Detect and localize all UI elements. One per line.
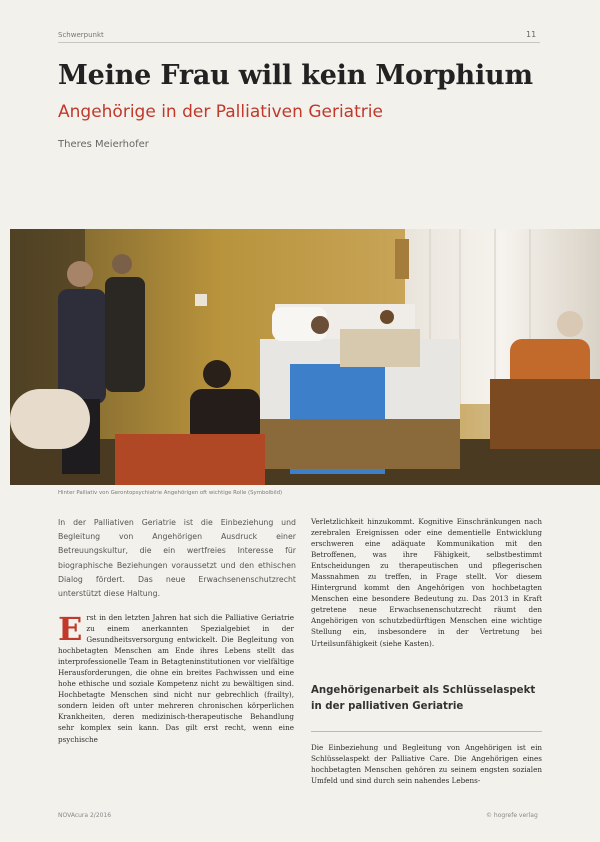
body-column-right: Verletzlichkeit hinzukommt. Kognitive Einschränkungen nach zerebralen Ereignissen oder eine dementielle Entwicklung erschweren eine adäquate Kommunikation mit den Betroffenen, was ihre Fähigkeit, selbstbestimmt Entscheidungen zu therapeutischen und pflegerischen Massnahmen zu treffen, in Frage stellt. Vor diesem Hintergrund kommt den Angehörigen von hochbetagten Menschen eine besondere Bedeutung zu. Das 2013 in Kraft getretene neue Erwachsenenschutzrecht räumt den Angehörigen von schutzbedürftigen Menschen eine wichtige Stellung ein, insbesondere in der Vertretung bei Urteilsunfähigkeit (siehe Kasten). xyxy=(311,517,542,648)
section-rule xyxy=(311,731,542,732)
article-title: Meine Frau will kein Morphium xyxy=(58,60,533,91)
article-photo xyxy=(10,229,600,485)
body-column-left xyxy=(58,612,294,745)
lead-paragraph: In der Palliativen Geriatrie ist die Einbeziehung und Begleitung von Angehörigen Ausdruck einer Betreuungskultur, die ein wertfreies Interesse für biographische Beziehungen voraussetzt und den ethischen Dialog fördert. Das neue Erwachsenenschutzrecht unterstützt diese Haltung. xyxy=(58,518,296,599)
drop-cap: E xyxy=(58,610,83,648)
footer-journal: NOVAcura 2/2016 xyxy=(58,812,112,819)
photo-caption: Hinter Palliativ von Gerontopsychiatrie Angehörigen oft wichtige Rolle (Symbolbild) xyxy=(58,490,283,496)
body-text-left: rst in den letzten Jahren hat sich die Palliative Geriatrie zu einem anerkannten Spezialgebiet in der Gesundheitsversorgung entwickelt. Die Begleitung von hochbetagten Menschen am Ende ihres Lebens stellt das interprofessionelle Team in Betagteninstitutionen vor vielfältige Herausforderungen, die ohne ein breites Fachwissen und eine hohe ethische und soziale Kompetenz nicht zu bewältigen sind. Hochbetagte Menschen sind nicht nur gebrechlich (frailty), sondern leiden oft unter mehreren chronischen körperlichen Krankheiten, deren medizinisch-therapeutische Behandlung sehr komplex sein kann. Das gilt erst recht, wenn eine psychische xyxy=(58,613,294,744)
article-subtitle: Angehörige in der Palliativen Geriatrie xyxy=(58,102,383,122)
article-author: Theres Meierhofer xyxy=(58,139,149,150)
footer-publisher: © hogrefe verlag xyxy=(486,812,538,819)
page-number: 11 xyxy=(526,30,537,39)
body-column-right-continued: Die Einbeziehung und Begleitung von Angehörigen ist ein Schlüsselaspekt der Palliative Care. Die Angehörigen eines hochbetagten Menschen gehören zu seinem engsten sozialen Umfeld und sind durch sein nahendes Lebens- xyxy=(311,743,542,786)
header-rule xyxy=(58,42,540,43)
section-heading: Angehörigenarbeit als Schlüsselaspekt in der palliativen Geriatrie xyxy=(311,685,536,712)
running-header-section: Schwerpunkt xyxy=(58,31,104,39)
